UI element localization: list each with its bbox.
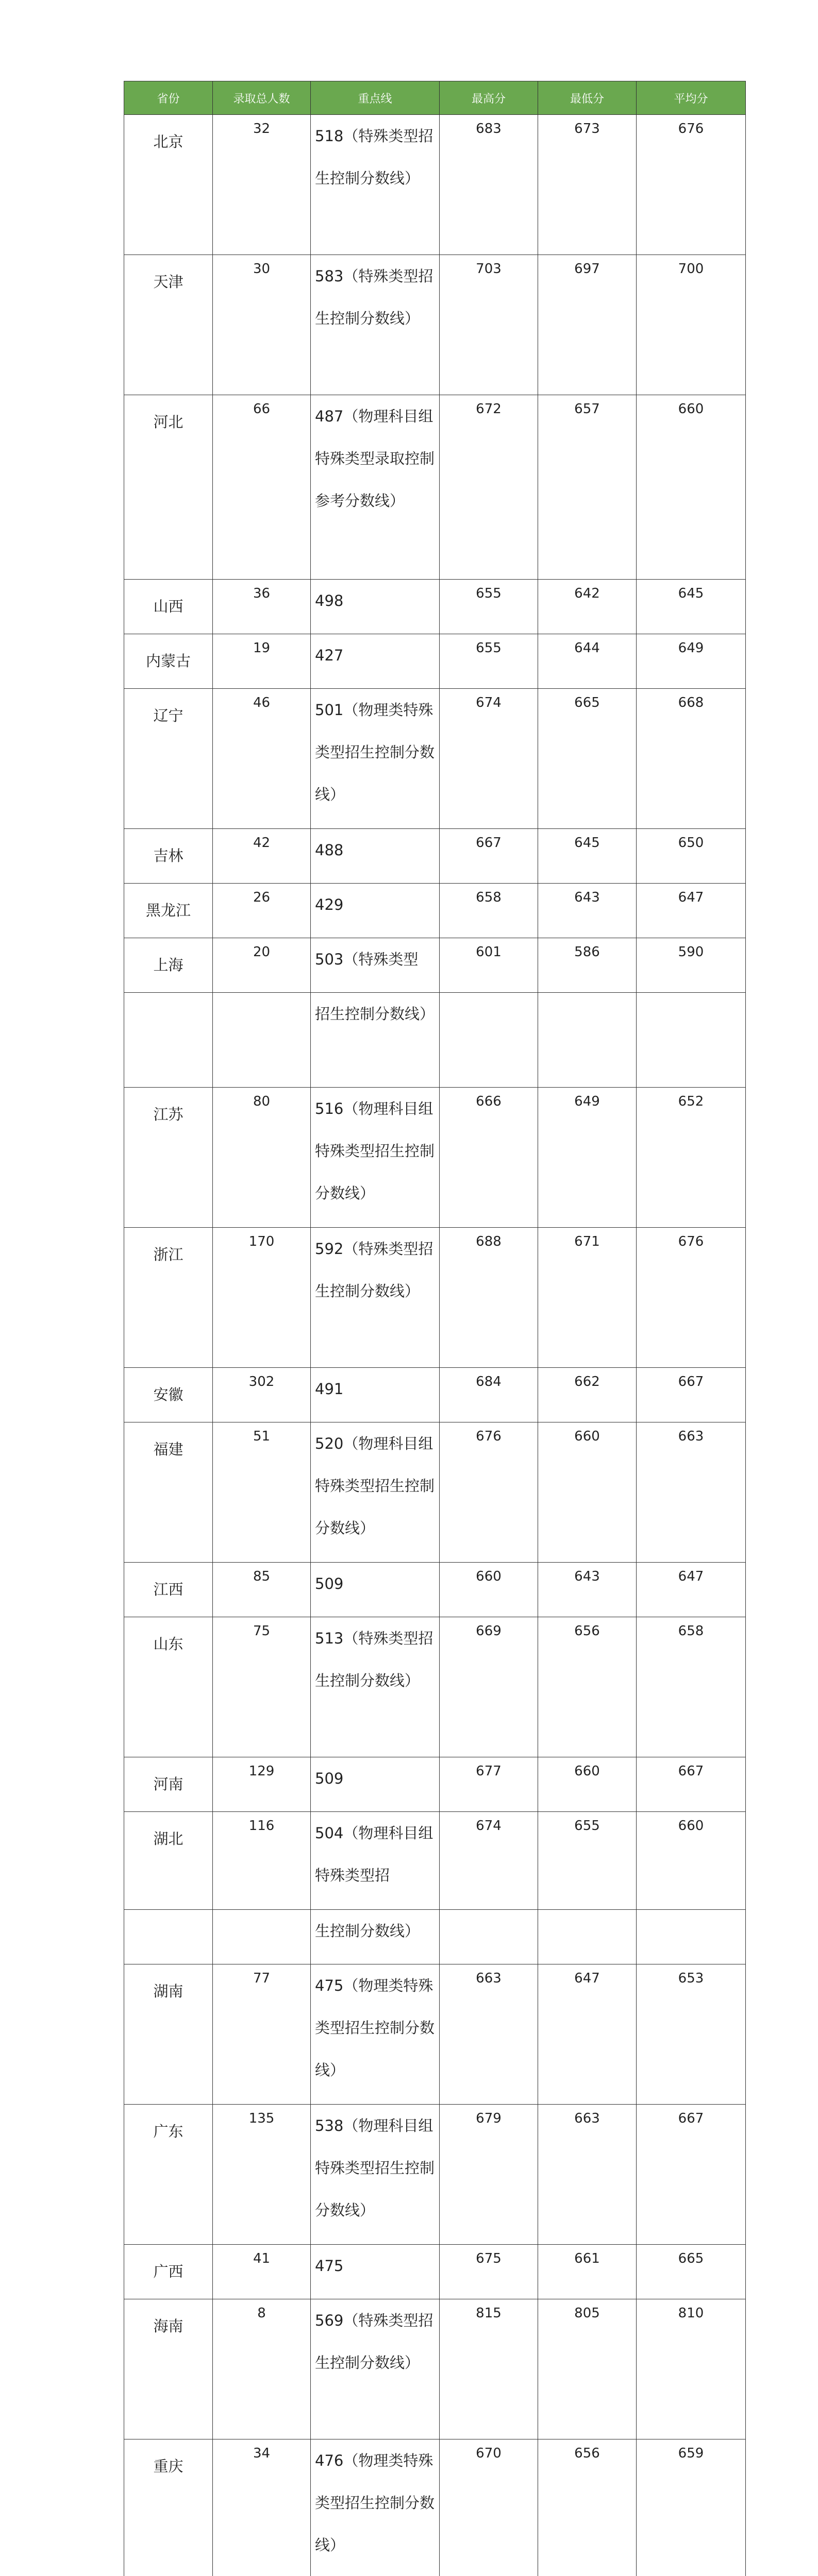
min-score-cell: 649 bbox=[538, 1088, 637, 1228]
max-score-cell: 676 bbox=[440, 1422, 538, 1563]
table-row bbox=[124, 884, 746, 938]
key-line-cell: 583（特殊类型招生控制分数线） bbox=[311, 255, 440, 395]
province-cell: 黑龙江 bbox=[124, 884, 213, 938]
admission-count-cell: 19 bbox=[213, 634, 311, 689]
admission-count-cell bbox=[213, 1910, 311, 1964]
table-header-row bbox=[124, 81, 746, 115]
table-row bbox=[124, 1617, 746, 1757]
key-line-cell: 491 bbox=[311, 1368, 440, 1422]
admission-count-cell: 8 bbox=[213, 2299, 311, 2439]
min-score-cell: 663 bbox=[538, 2105, 637, 2245]
province-cell: 河南 bbox=[124, 1757, 213, 1812]
avg-score-cell: 649 bbox=[637, 634, 746, 689]
admission-count-cell: 51 bbox=[213, 1422, 311, 1563]
admission-count-cell: 30 bbox=[213, 255, 311, 395]
admission-count-cell: 302 bbox=[213, 1368, 311, 1422]
avg-score-cell: 660 bbox=[637, 395, 746, 580]
header-key-line: 重点线 bbox=[311, 81, 440, 115]
table-row bbox=[124, 1910, 746, 1964]
table-row bbox=[124, 580, 746, 634]
province-cell bbox=[124, 993, 213, 1088]
admission-count-cell: 85 bbox=[213, 1563, 311, 1617]
admission-count-cell: 46 bbox=[213, 689, 311, 829]
province-cell: 山西 bbox=[124, 580, 213, 634]
avg-score-cell bbox=[637, 993, 746, 1088]
table-row bbox=[124, 829, 746, 884]
table-row bbox=[124, 2105, 746, 2245]
max-score-cell: 679 bbox=[440, 2105, 538, 2245]
admission-count-cell: 32 bbox=[213, 115, 311, 255]
min-score-cell: 644 bbox=[538, 634, 637, 689]
avg-score-cell: 667 bbox=[637, 1368, 746, 1422]
key-line-cell: 509 bbox=[311, 1757, 440, 1812]
max-score-cell: 660 bbox=[440, 1563, 538, 1617]
key-line-cell: 518（特殊类型招生控制分数线） bbox=[311, 115, 440, 255]
min-score-cell bbox=[538, 1910, 637, 1964]
min-score-cell: 643 bbox=[538, 884, 637, 938]
max-score-cell: 674 bbox=[440, 1812, 538, 1910]
table-row bbox=[124, 2439, 746, 2576]
admission-count-cell: 75 bbox=[213, 1617, 311, 1757]
admission-count-cell: 66 bbox=[213, 395, 311, 580]
province-cell: 内蒙古 bbox=[124, 634, 213, 689]
key-line-cell: 513（特殊类型招生控制分数线） bbox=[311, 1617, 440, 1757]
province-cell: 山东 bbox=[124, 1617, 213, 1757]
max-score-cell bbox=[440, 1910, 538, 1964]
table-row bbox=[124, 993, 746, 1088]
admission-count-cell: 20 bbox=[213, 938, 311, 993]
min-score-cell: 586 bbox=[538, 938, 637, 993]
admission-count-cell: 170 bbox=[213, 1228, 311, 1368]
max-score-cell: 703 bbox=[440, 255, 538, 395]
avg-score-cell: 660 bbox=[637, 1812, 746, 1910]
province-cell: 江苏 bbox=[124, 1088, 213, 1228]
avg-score-cell: 665 bbox=[637, 2245, 746, 2299]
table-row bbox=[124, 938, 746, 993]
max-score-cell: 674 bbox=[440, 689, 538, 829]
min-score-cell: 671 bbox=[538, 1228, 637, 1368]
key-line-cell: 501（物理类特殊类型招生控制分数线） bbox=[311, 689, 440, 829]
avg-score-cell: 667 bbox=[637, 1757, 746, 1812]
province-cell: 浙江 bbox=[124, 1228, 213, 1368]
max-score-cell: 658 bbox=[440, 884, 538, 938]
max-score-cell: 601 bbox=[440, 938, 538, 993]
avg-score-cell: 667 bbox=[637, 2105, 746, 2245]
header-max: 最高分 bbox=[440, 81, 538, 115]
key-line-cell: 569（特殊类型招生控制分数线） bbox=[311, 2299, 440, 2439]
min-score-cell: 656 bbox=[538, 1617, 637, 1757]
key-line-cell: 503（特殊类型 bbox=[311, 938, 440, 993]
key-line-cell: 475（物理类特殊类型招生控制分数线） bbox=[311, 1964, 440, 2105]
avg-score-cell: 650 bbox=[637, 829, 746, 884]
table-row bbox=[124, 1757, 746, 1812]
province-cell: 海南 bbox=[124, 2299, 213, 2439]
avg-score-cell: 652 bbox=[637, 1088, 746, 1228]
avg-score-cell: 647 bbox=[637, 884, 746, 938]
province-cell: 河北 bbox=[124, 395, 213, 580]
admission-count-cell: 135 bbox=[213, 2105, 311, 2245]
avg-score-cell: 653 bbox=[637, 1964, 746, 2105]
avg-score-cell: 658 bbox=[637, 1617, 746, 1757]
admission-count-cell: 80 bbox=[213, 1088, 311, 1228]
province-cell: 上海 bbox=[124, 938, 213, 993]
avg-score-cell: 676 bbox=[637, 115, 746, 255]
key-line-cell: 475 bbox=[311, 2245, 440, 2299]
admission-count-cell: 116 bbox=[213, 1812, 311, 1910]
max-score-cell: 677 bbox=[440, 1757, 538, 1812]
key-line-cell: 427 bbox=[311, 634, 440, 689]
avg-score-cell: 663 bbox=[637, 1422, 746, 1563]
avg-score-cell: 645 bbox=[637, 580, 746, 634]
max-score-cell: 684 bbox=[440, 1368, 538, 1422]
province-cell: 福建 bbox=[124, 1422, 213, 1563]
admission-count-cell bbox=[213, 993, 311, 1088]
min-score-cell: 660 bbox=[538, 1757, 637, 1812]
min-score-cell: 647 bbox=[538, 1964, 637, 2105]
admission-score-table bbox=[124, 81, 746, 2576]
key-line-cell: 476（物理类特殊类型招生控制分数线） bbox=[311, 2439, 440, 2576]
province-cell: 吉林 bbox=[124, 829, 213, 884]
avg-score-cell: 676 bbox=[637, 1228, 746, 1368]
min-score-cell: 657 bbox=[538, 395, 637, 580]
province-cell bbox=[124, 1910, 213, 1964]
key-line-cell: 504（物理科目组特殊类型招 bbox=[311, 1812, 440, 1910]
table-row bbox=[124, 1812, 746, 1910]
avg-score-cell: 668 bbox=[637, 689, 746, 829]
min-score-cell: 665 bbox=[538, 689, 637, 829]
header-province: 省份 bbox=[124, 81, 213, 115]
admission-count-cell: 41 bbox=[213, 2245, 311, 2299]
admission-count-cell: 36 bbox=[213, 580, 311, 634]
table-row bbox=[124, 1964, 746, 2105]
avg-score-cell: 647 bbox=[637, 1563, 746, 1617]
max-score-cell: 663 bbox=[440, 1964, 538, 2105]
province-cell: 北京 bbox=[124, 115, 213, 255]
max-score-cell: 815 bbox=[440, 2299, 538, 2439]
province-cell: 广东 bbox=[124, 2105, 213, 2245]
key-line-cell: 487（物理科目组特殊类型录取控制参考分数线） bbox=[311, 395, 440, 580]
avg-score-cell: 810 bbox=[637, 2299, 746, 2439]
header-count: 录取总人数 bbox=[213, 81, 311, 115]
max-score-cell: 655 bbox=[440, 580, 538, 634]
avg-score-cell bbox=[637, 1910, 746, 1964]
key-line-cell: 429 bbox=[311, 884, 440, 938]
table-row bbox=[124, 1563, 746, 1617]
table-row bbox=[124, 2299, 746, 2439]
min-score-cell: 655 bbox=[538, 1812, 637, 1910]
table-row bbox=[124, 689, 746, 829]
min-score-cell: 645 bbox=[538, 829, 637, 884]
key-line-cell: 520（物理科目组特殊类型招生控制分数线） bbox=[311, 1422, 440, 1563]
max-score-cell bbox=[440, 993, 538, 1088]
max-score-cell: 655 bbox=[440, 634, 538, 689]
avg-score-cell: 590 bbox=[637, 938, 746, 993]
admission-count-cell: 129 bbox=[213, 1757, 311, 1812]
min-score-cell bbox=[538, 993, 637, 1088]
province-cell: 安徽 bbox=[124, 1368, 213, 1422]
province-cell: 辽宁 bbox=[124, 689, 213, 829]
avg-score-cell: 700 bbox=[637, 255, 746, 395]
max-score-cell: 688 bbox=[440, 1228, 538, 1368]
province-cell: 湖南 bbox=[124, 1964, 213, 2105]
table-row bbox=[124, 395, 746, 580]
max-score-cell: 672 bbox=[440, 395, 538, 580]
table-row bbox=[124, 115, 746, 255]
min-score-cell: 673 bbox=[538, 115, 637, 255]
min-score-cell: 661 bbox=[538, 2245, 637, 2299]
table-row bbox=[124, 1368, 746, 1422]
key-line-cell: 生控制分数线） bbox=[311, 1910, 440, 1964]
max-score-cell: 683 bbox=[440, 115, 538, 255]
table-row bbox=[124, 255, 746, 395]
min-score-cell: 643 bbox=[538, 1563, 637, 1617]
table-row bbox=[124, 2245, 746, 2299]
min-score-cell: 662 bbox=[538, 1368, 637, 1422]
max-score-cell: 667 bbox=[440, 829, 538, 884]
key-line-cell: 招生控制分数线） bbox=[311, 993, 440, 1088]
admission-count-cell: 34 bbox=[213, 2439, 311, 2576]
key-line-cell: 538（物理科目组特殊类型招生控制分数线） bbox=[311, 2105, 440, 2245]
admission-count-cell: 42 bbox=[213, 829, 311, 884]
province-cell: 江西 bbox=[124, 1563, 213, 1617]
table-row bbox=[124, 1228, 746, 1368]
key-line-cell: 516（物理科目组特殊类型招生控制分数线） bbox=[311, 1088, 440, 1228]
min-score-cell: 642 bbox=[538, 580, 637, 634]
max-score-cell: 675 bbox=[440, 2245, 538, 2299]
min-score-cell: 660 bbox=[538, 1422, 637, 1563]
min-score-cell: 656 bbox=[538, 2439, 637, 2576]
key-line-cell: 592（特殊类型招生控制分数线） bbox=[311, 1228, 440, 1368]
max-score-cell: 669 bbox=[440, 1617, 538, 1757]
province-cell: 天津 bbox=[124, 255, 213, 395]
header-min: 最低分 bbox=[538, 81, 637, 115]
province-cell: 湖北 bbox=[124, 1812, 213, 1910]
admission-count-cell: 77 bbox=[213, 1964, 311, 2105]
min-score-cell: 697 bbox=[538, 255, 637, 395]
header-avg: 平均分 bbox=[637, 81, 746, 115]
table-row bbox=[124, 1088, 746, 1228]
province-cell: 重庆 bbox=[124, 2439, 213, 2576]
max-score-cell: 670 bbox=[440, 2439, 538, 2576]
key-line-cell: 509 bbox=[311, 1563, 440, 1617]
admission-count-cell: 26 bbox=[213, 884, 311, 938]
avg-score-cell: 659 bbox=[637, 2439, 746, 2576]
table-row bbox=[124, 1422, 746, 1563]
province-cell: 广西 bbox=[124, 2245, 213, 2299]
table-row bbox=[124, 634, 746, 689]
key-line-cell: 498 bbox=[311, 580, 440, 634]
max-score-cell: 666 bbox=[440, 1088, 538, 1228]
key-line-cell: 488 bbox=[311, 829, 440, 884]
min-score-cell: 805 bbox=[538, 2299, 637, 2439]
